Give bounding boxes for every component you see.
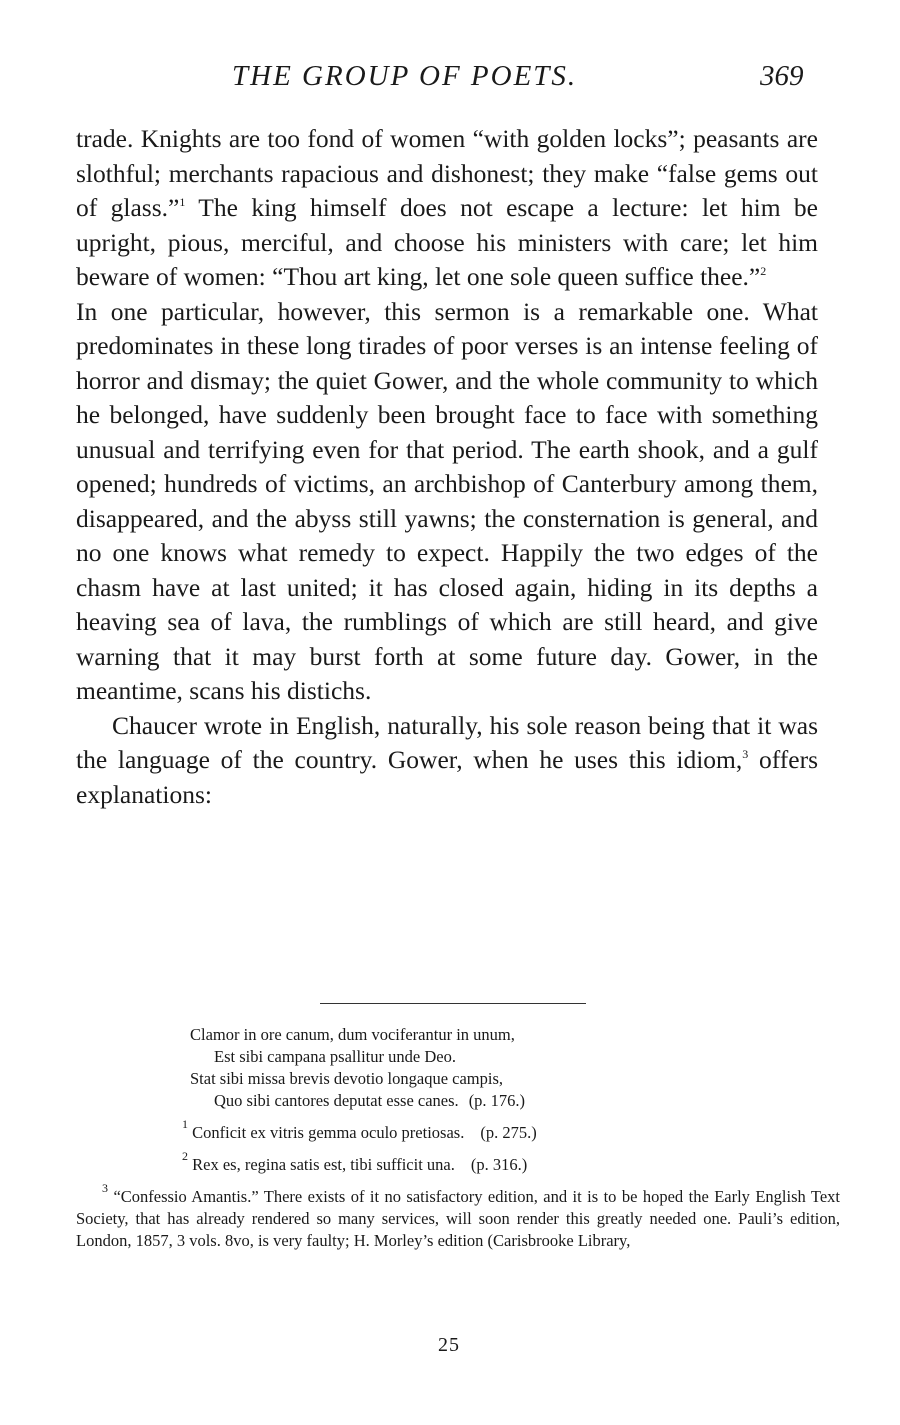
footnote-3 [76,1181,840,1252]
verse-line-1: Clamor in ore canum, dum vociferantur in unum, [190,1025,515,1044]
footnote-ref-3: 3 [742,747,749,761]
paragraph-1-text-cont: The king himself does not escape a lecture: let him be upright, pious, merciful, and choose his ministers with care; let him beware of women: “Thou art king, let one sole queen suffice thee.” [76,193,818,291]
footnote-ref-2: 2 [760,264,767,278]
footnote-3-marker: 3 [102,1181,108,1195]
footnote-divider [320,1003,586,1004]
footnote-1-marker: 1 [182,1117,188,1131]
verse-line-2: Est sibi campana psallitur unde Deo. [214,1047,456,1066]
footnote-3-text: “Confessio Amantis.” There exists of it no satisfactory edition, and it is to be hoped the Early English Text Society, that has already rendered so many services, will soon render this greatly needed one. Pauli’s edition, London, 1857, 3 vols. 8vo, is very faulty; H. Morley’s edition (Carisbrooke Library, [76,1187,840,1250]
verse-line-3: Stat sibi missa brevis devotio longaque campis, [190,1069,504,1088]
footnote-1-page-ref: (p. 275.) [480,1123,537,1142]
footnote-1-text: Conficit ex vitris gemma oculo pretiosas. [192,1123,465,1142]
footnote-2-page-ref: (p. 316.) [470,1155,528,1174]
paragraph-3 [76,709,818,813]
footnote-2 [182,1149,840,1176]
verse-page-ref: (p. 176.) [468,1091,526,1110]
body-text [76,122,818,812]
paragraph-1 [76,122,818,295]
paragraph-1-text: trade. Knights are too fond of women “with golden locks”; peasants are slothful; merchants rapacious and dishonest; they make “false gems out of glass.” [76,124,818,222]
paragraph-2: In one particular, however, this sermon is a remarkable one. What predominates in these long tirades of poor verses is an intense feeling of horror and dismay; the quiet Gower, and the whole community to which he belonged, have suddenly been brought face to face with something unusual and terrifying even for that period. The earth shook, and a gulf opened; hundreds of victims, an archbishop of Canterbury among them, disappeared, and the abyss still yawns; the consternation is general, and no one knows what remedy to expect. Happily the two edges of the chasm have at last united; it has closed again, hiding in its depths a heaving sea of lava, the rumblings of which are still heard, and give warning that it may burst forth at some future day. Gower, in the meantime, scans his distichs. [76,296,818,705]
footnotes [76,1024,840,1252]
footnote-3-body [76,1181,840,1252]
verse-line-4 [190,1090,840,1112]
page-number: 369 [760,60,804,92]
footnote-2-text: Rex es, regina satis est, tibi sufficit una. [192,1155,455,1174]
paragraph-3-text: Chaucer wrote in English, naturally, his sole reason being that it was the language of the country. Gower, when he uses this idiom, [76,710,818,774]
footnote-2-marker: 2 [182,1149,188,1163]
paragraph-3-text-cont: offers explanations: [76,745,818,809]
footnote-1 [182,1117,840,1144]
running-head [0,60,900,100]
running-title: THE GROUP OF POETS. [232,60,578,92]
verse-line-4-text: Quo sibi cantores deputat esse canes. [214,1091,459,1110]
footnote-ref-1: 1 [179,195,186,209]
latin-verse [190,1024,840,1112]
signature-mark: 25 [438,1334,460,1356]
